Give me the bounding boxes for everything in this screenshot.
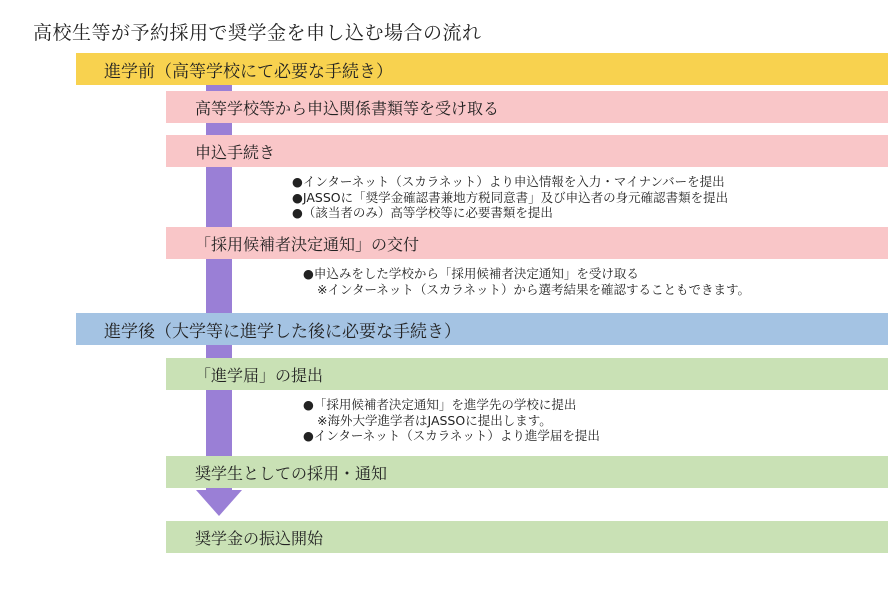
page-title: 高校生等が予約採用で奨学金を申し込む場合の流れ bbox=[33, 22, 482, 44]
application-note: ●インターネット（スカラネット）より申込情報を入力・マイナンバーを提出 bbox=[292, 174, 725, 189]
notice-note: ※インターネット（スカラネット）から選考結果を確認することもできます。 bbox=[317, 281, 750, 297]
step-enrollment-report: 「進学届」の提出 bbox=[166, 358, 888, 390]
step-candidate-notice: 「採用候補者決定通知」の交付 bbox=[166, 227, 888, 259]
enrollment-notes bbox=[303, 397, 600, 444]
enrollment-note: ●インターネット（スカラネット）より進学届を提出 bbox=[303, 428, 600, 443]
phase-after-enrollment: 進学後（大学等に進学した後に必要な手続き） bbox=[76, 313, 888, 345]
notice-notes bbox=[303, 266, 750, 297]
flow-arrow-head bbox=[196, 490, 242, 516]
enrollment-note: ※海外大学進学者はJASSOに提出します。 bbox=[317, 412, 552, 428]
step-application: 申込手続き bbox=[166, 135, 888, 167]
application-notes bbox=[292, 174, 728, 221]
notice-note: ●申込みをした学校から「採用候補者決定通知」を受け取る bbox=[303, 266, 639, 281]
enrollment-note: ●「採用候補者決定通知」を進学先の学校に提出 bbox=[303, 397, 577, 412]
phase-before-enrollment: 進学前（高等学校にて必要な手続き） bbox=[76, 53, 888, 85]
application-note: ●JASSOに「奨学金確認書兼地方税同意書」及び申込者の身元確認書類を提出 bbox=[292, 189, 729, 205]
application-note: ●（該当者のみ）高等学校等に必要書類を提出 bbox=[292, 205, 553, 220]
step-receive-documents: 高等学校等から申込関係書類等を受け取る bbox=[166, 91, 888, 123]
step-adoption-notice: 奨学生としての採用・通知 bbox=[166, 456, 888, 488]
step-payment-start: 奨学金の振込開始 bbox=[166, 521, 888, 553]
